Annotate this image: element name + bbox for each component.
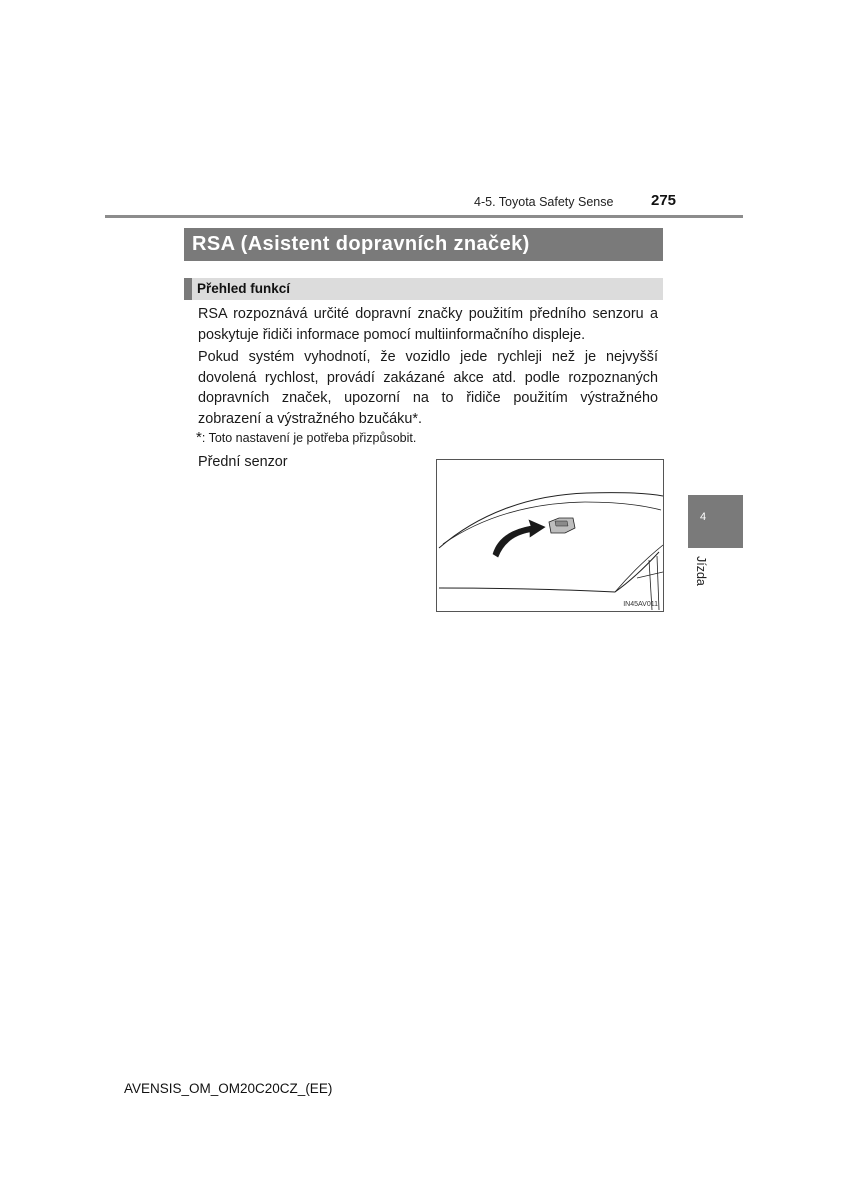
footnote-text: : Toto nastavení je potřeba přizpůsobit. [201, 431, 417, 445]
hood-line [439, 552, 659, 592]
header-section-title: 4-5. Toyota Safety Sense [474, 195, 614, 209]
chapter-label: Jízda [694, 556, 708, 586]
page-number: 275 [651, 192, 677, 209]
pointer-arrow-icon [493, 520, 545, 557]
footnote [196, 429, 416, 446]
figure-code: IN45AV011 [623, 601, 658, 608]
header-divider [105, 215, 743, 218]
front-sensor-icon [549, 518, 575, 533]
a-pillar-line [615, 545, 663, 592]
figure-label: Přední senzor [198, 454, 288, 470]
paragraph-marker: *. [412, 410, 422, 427]
paragraph-intro: RSA rozpoznává určité dopravní značky použitím předního senzoru a poskytuje řidiči informace pomocí multiinformačního displeje. [198, 306, 658, 343]
footer-document-code: AVENSIS_OM_OM20C20CZ_(EE) [124, 1081, 333, 1096]
chapter-tab [688, 495, 743, 548]
front-sensor-illustration [436, 459, 664, 612]
windshield-drawing [437, 460, 663, 611]
paragraph-warning-text: Pokud systém vyhodnotí, že vozidlo jede rychleji než je nejvyšší dovolená rychlost, provádí zakázané akce atd. podle rozpoznaných dopravních značek, upozorní na to řidiče použitím výstražného zobrazení a výstražného bzučáku [198, 349, 658, 427]
page-title: RSA (Asistent dopravních značek) [184, 228, 663, 261]
chapter-number: 4 [699, 511, 707, 523]
paragraph-warning [198, 347, 658, 429]
subtitle-text: Přehled funkcí [197, 281, 291, 296]
footnote-marker: * [196, 429, 202, 446]
subtitle-accent [184, 278, 192, 300]
subtitle-bar [184, 278, 663, 300]
windshield-top-edge [439, 493, 663, 548]
